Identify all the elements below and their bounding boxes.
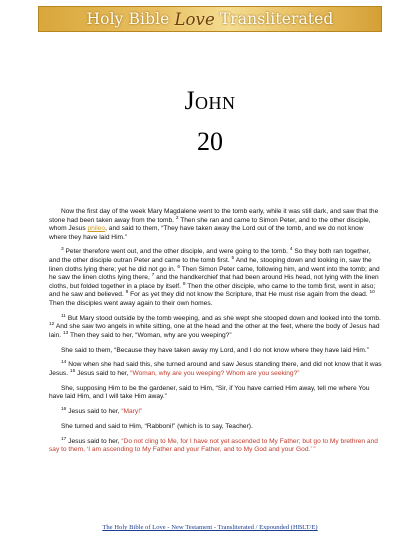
verse-number: 10 — [369, 290, 375, 296]
verse-text: Jesus said to her, — [68, 437, 120, 445]
footer-link[interactable]: The Holy Bible of Love - New Testament - Transliterated / Expounded (HBLT/E) — [102, 524, 318, 531]
verse-number: 14 — [61, 360, 67, 366]
verse-number: 8 — [182, 281, 186, 287]
paragraph — [49, 361, 383, 378]
verse-number: 5 — [231, 255, 235, 261]
verse-text: So they both ran together, and the other disciple outran Peter and came to the tomb first. — [49, 248, 371, 265]
verse-number: 2 — [175, 215, 179, 221]
paragraph — [49, 347, 383, 356]
greek-word-link[interactable]: phileo — [87, 225, 106, 233]
verse-text: She said to them, “Because they have taken away my Lord, and I do not know where they have laid Him.” — [61, 346, 369, 354]
verse-text: But Mary stood outside by the tomb weeping, and as she wept she stooped down and looked into the tomb. — [67, 314, 381, 322]
chapter-number: 20 — [197, 127, 223, 156]
book-title: John — [184, 86, 236, 115]
verse-number: 17 — [61, 436, 67, 442]
verse-number: 15 — [69, 368, 76, 374]
verse-number: 12 — [49, 321, 55, 327]
verse-text: Then Simon Peter came, following him, and went into the tomb; and he saw the linen cloths lying there, — [49, 265, 380, 282]
verse-text: Then she ran and came to Simon Peter, and to the other disciple, whom Jesus — [49, 216, 371, 233]
verse-text: And he, stooping down and looking in, saw the linen cloths lying there; yet he did not go in. — [49, 257, 372, 273]
verse-number: 7 — [151, 272, 155, 278]
verse-text: She, supposing Him to be the gardener, said to Him, “Sir, if You have carried Him away, tell me where You have laid Him, and I will take Him away.” — [49, 384, 370, 401]
verse-text: Then they said to her, “Woman, why are you weeping?” — [70, 331, 232, 339]
verse-number: 13 — [62, 330, 69, 336]
verse-number: 16 — [61, 406, 67, 412]
verse-text: Now when she had said this, she turned around and saw Jesus standing there, and did not know that it was Jesus. — [49, 361, 382, 377]
words-of-jesus: “Mary!” — [121, 408, 143, 416]
verse-text: and the handkerchief that had been around His head, not lying with the linen cloths, but folded together in a place by itself. — [49, 274, 379, 290]
verse-number: 3 — [61, 247, 64, 253]
banner-love-word: Love — [174, 9, 215, 29]
banner-title-end: Transliterated — [219, 10, 334, 28]
paragraph — [49, 315, 383, 341]
header-banner — [38, 6, 382, 32]
verse-text: She turned and said to Him, “Rabboni!” (which is to say, Teacher). — [61, 423, 253, 431]
paragraph — [49, 385, 383, 402]
verse-number: 11 — [61, 313, 66, 319]
paragraph — [49, 208, 383, 242]
chapter-text — [49, 208, 383, 461]
words-of-jesus: “Do not cling to Me, for I have not yet ascended to My Father; but go to My brethren and say to them, ‘I am ascending to My Father and your Father, and to My God and your God.’ ” — [49, 437, 378, 454]
verse-text: Jesus said to her, — [77, 369, 129, 377]
verse-text: Then the other disciple, who came to the tomb first, went in also; and he saw and believed. — [49, 282, 376, 299]
verse-text: Now the first day of the week Mary Magdalene went to the tomb early, while it was still dark, and saw that the stone had been taken away from the tomb. — [49, 208, 379, 224]
banner-title-start: Holy Bible — [86, 10, 170, 28]
verse-number: 6 — [177, 264, 180, 270]
verse-number: 9 — [125, 290, 129, 296]
paragraph — [49, 248, 383, 308]
paragraph — [49, 423, 383, 432]
verse-text: , and said to them, “They have taken away the Lord out of the tomb, and we do not know where they have laid Him.” — [49, 225, 364, 241]
verse-text: And she saw two angels in white sitting, one at the head and the other at the feet, where the body of Jesus had lain. — [49, 323, 380, 339]
verse-text: Then the disciples went away again to their own homes. — [49, 299, 213, 307]
verse-text: Jesus said to her, — [68, 408, 120, 416]
words-of-jesus: “Woman, why are you weeping? Whom are you seeking?” — [130, 369, 300, 377]
verse-text: For as yet they did not know the Scripture, that He must rise again from the dead. — [130, 291, 368, 299]
verse-number: 4 — [289, 247, 293, 253]
paragraph — [49, 438, 383, 455]
verse-text: Peter therefore went out, and the other disciple, and were going to the tomb. — [65, 248, 289, 256]
paragraph — [49, 408, 383, 417]
